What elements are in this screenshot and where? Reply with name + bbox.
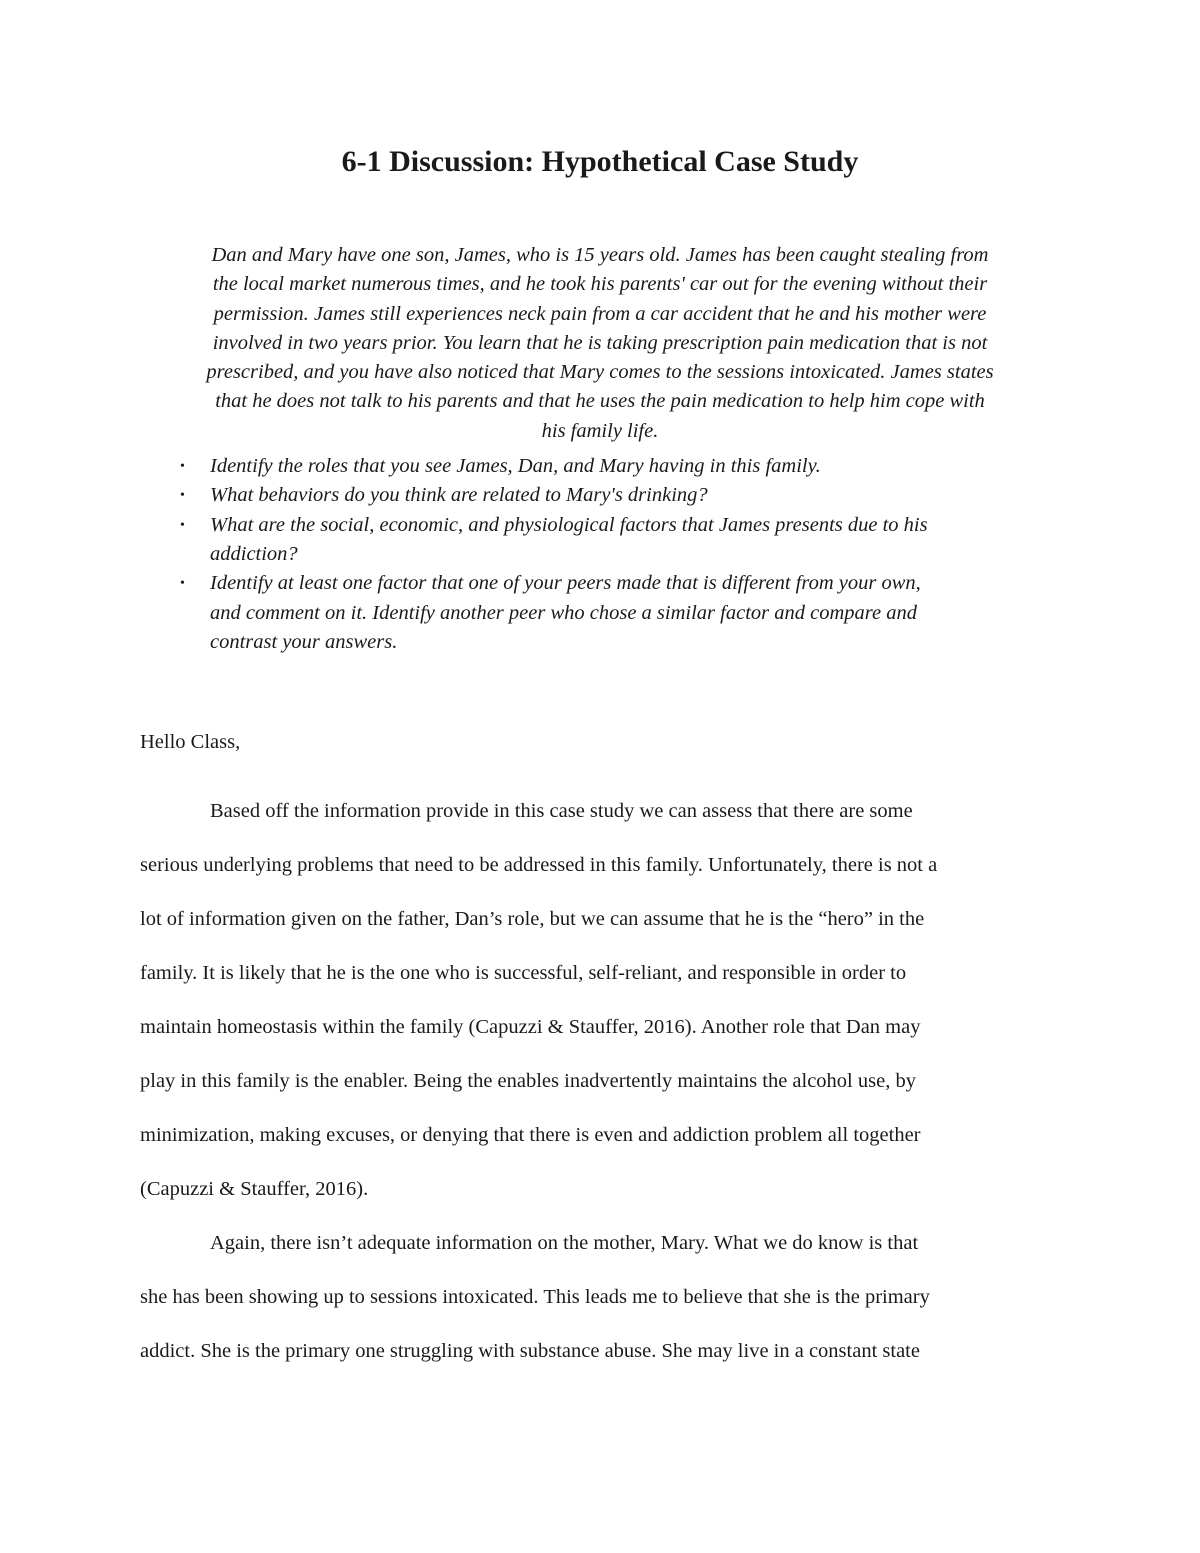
body-paragraph	[140, 1216, 1080, 1378]
body-line: Based off the information provide in this case study we can assess that there are some	[210, 800, 913, 822]
body-line: maintain homeostasis within the family (Capuzzi & Stauffer, 2016). Another role that Dan may	[140, 1016, 921, 1038]
body-paragraph	[140, 784, 1080, 1216]
question-line: Identify the roles that you see James, Dan, and Mary having in this family.	[210, 455, 821, 478]
prompt-line: Dan and Mary have one son, James, who is 15 years old. James has been caught stealing from	[211, 244, 989, 266]
bullet-icon: •	[180, 517, 185, 533]
discussion-questions-list	[140, 452, 1060, 657]
question-line: contrast your answers.	[210, 630, 398, 653]
question-line: Identify at least one factor that one of your peers made that is different from your own,	[210, 572, 921, 595]
body-line: serious underlying problems that need to be addressed in this family. Unfortunately, there is not a	[140, 854, 938, 876]
body-line: minimization, making excuses, or denying that there is even and addiction problem all together	[140, 1124, 921, 1146]
case-study-prompt	[140, 241, 1060, 657]
bullet-icon: •	[180, 459, 185, 475]
document-title: 6-1 Discussion: Hypothetical Case Study	[341, 145, 859, 178]
greeting: Hello Class,	[140, 731, 241, 753]
body-line: play in this family is the enabler. Being the enables inadvertently maintains the alcohol use, by	[140, 1070, 916, 1092]
bullet-icon: •	[180, 488, 185, 504]
body-line: Again, there isn’t adequate information on the mother, Mary. What we do know is that	[210, 1232, 919, 1254]
question-line: What behaviors do you think are related to Mary's drinking?	[210, 484, 708, 507]
body-line: lot of information given on the father, Dan’s role, but we can assume that he is the “hero” in the	[140, 908, 925, 930]
body-line: (Capuzzi & Stauffer, 2016).	[140, 1178, 369, 1200]
question-item	[180, 481, 1060, 510]
question-item	[180, 569, 1060, 657]
prompt-line: his family life.	[541, 419, 659, 442]
question-line: and comment on it. Identify another peer who chose a similar factor and compare and	[210, 601, 917, 624]
case-study-description	[140, 241, 1060, 446]
prompt-line: the local market numerous times, and he took his parents' car out for the evening without their	[212, 273, 988, 296]
bullet-icon: •	[180, 576, 185, 592]
question-line: What are the social, economic, and physiological factors that James presents due to his	[210, 513, 928, 536]
prompt-line: involved in two years prior. You learn that he is taking prescription pain medication that is not	[212, 331, 988, 354]
body-line: family. It is likely that he is the one who is successful, self-reliant, and responsible in order to	[140, 962, 907, 984]
body-line: she has been showing up to sessions intoxicated. This leads me to believe that she is the primary	[140, 1286, 930, 1308]
prompt-line: that he does not talk to his parents and that he uses the pain medication to help him cope with	[215, 390, 985, 413]
question-item	[180, 452, 1060, 481]
prompt-line: prescribed, and you have also noticed that Mary comes to the sessions intoxicated. James states	[206, 361, 994, 384]
question-line: addiction?	[210, 542, 298, 565]
discussion-response	[140, 720, 1080, 1378]
question-item	[180, 511, 1060, 570]
body-line: addict. She is the primary one struggling with substance abuse. She may live in a constant state	[140, 1340, 920, 1362]
prompt-line: permission. James still experiences neck pain from a car accident that he and his mother were	[213, 302, 987, 325]
